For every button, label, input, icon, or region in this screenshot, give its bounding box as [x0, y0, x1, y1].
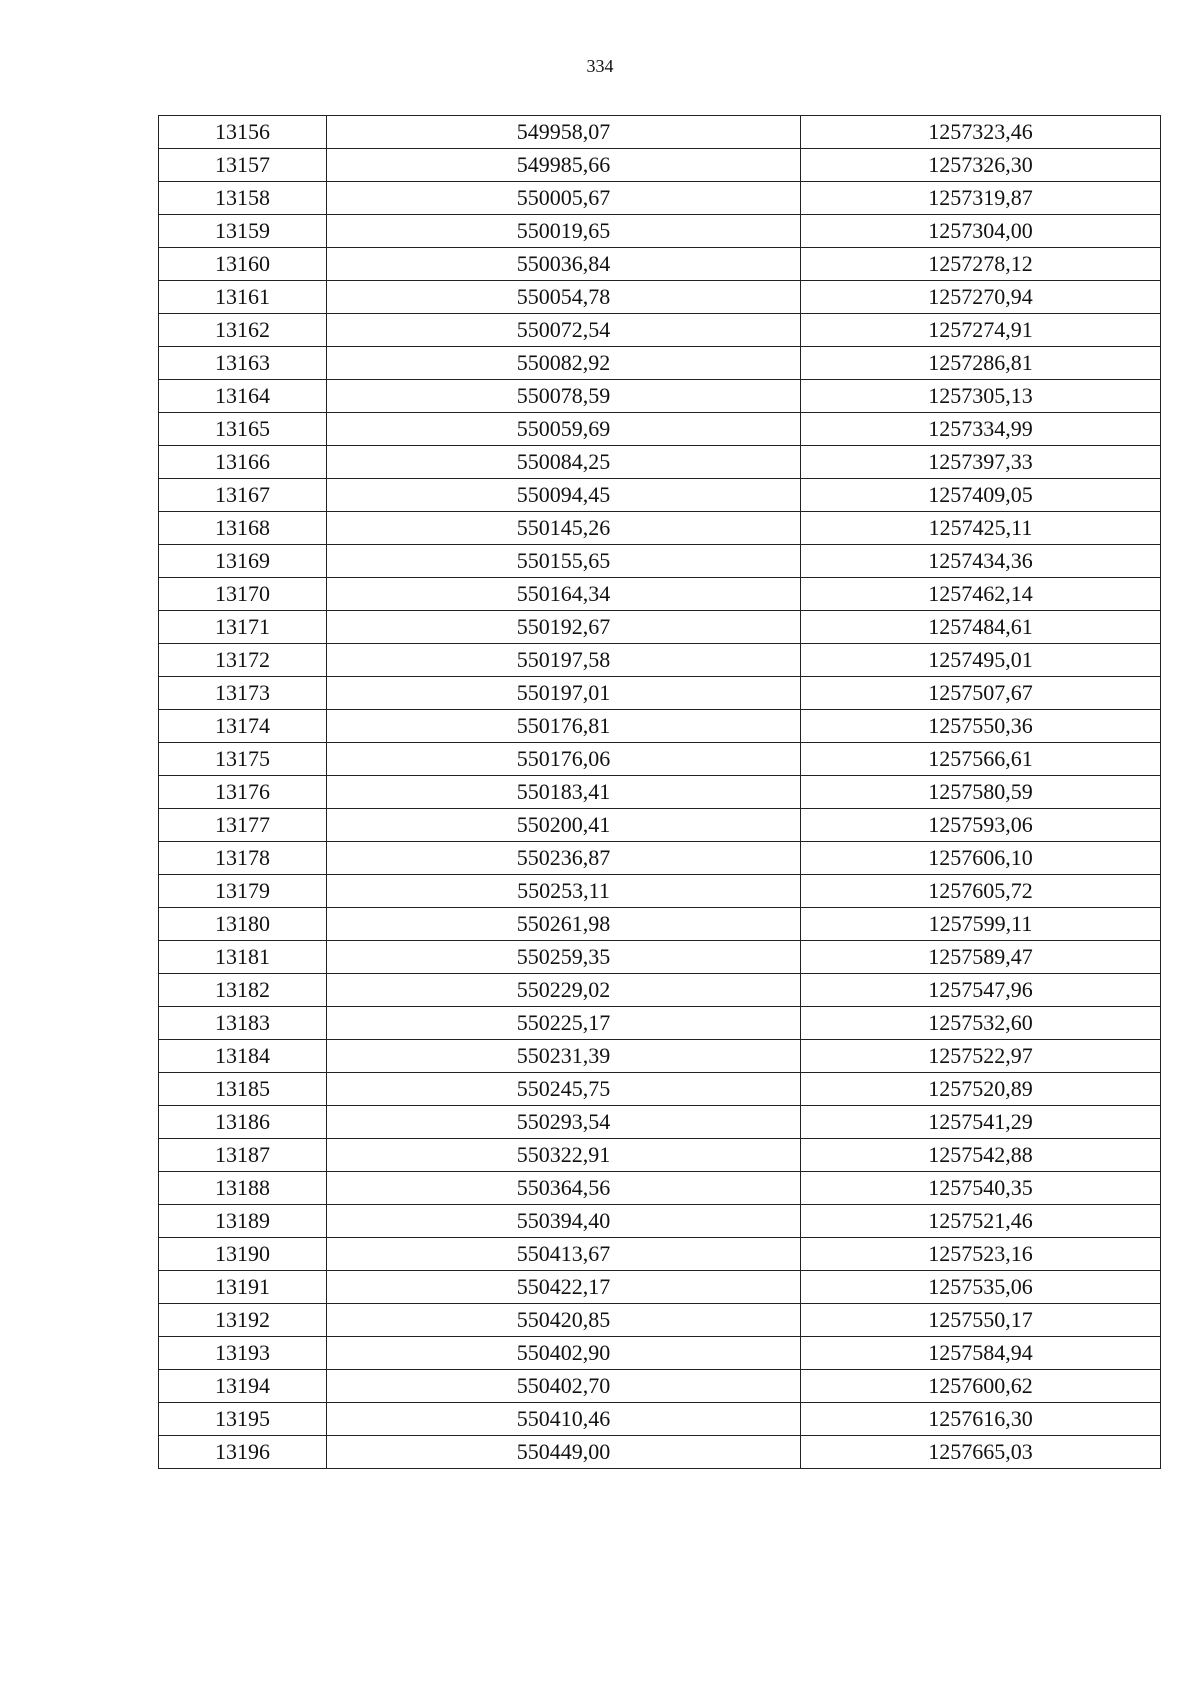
- y-coordinate-cell: 1257550,36: [801, 710, 1161, 743]
- point-number-cell: 13163: [159, 347, 327, 380]
- y-coordinate-cell: 1257274,91: [801, 314, 1161, 347]
- y-coordinate-cell: 1257304,00: [801, 215, 1161, 248]
- y-coordinate-cell: 1257484,61: [801, 611, 1161, 644]
- y-coordinate-cell: 1257566,61: [801, 743, 1161, 776]
- x-coordinate-cell: 550402,70: [327, 1370, 801, 1403]
- point-number-cell: 13189: [159, 1205, 327, 1238]
- y-coordinate-cell: 1257507,67: [801, 677, 1161, 710]
- x-coordinate-cell: 550084,25: [327, 446, 801, 479]
- y-coordinate-cell: 1257542,88: [801, 1139, 1161, 1172]
- x-coordinate-cell: 550176,06: [327, 743, 801, 776]
- y-coordinate-cell: 1257323,46: [801, 116, 1161, 149]
- point-number-cell: 13172: [159, 644, 327, 677]
- table-row: [159, 1403, 1161, 1436]
- x-coordinate-cell: 550259,35: [327, 941, 801, 974]
- table-row: [159, 347, 1161, 380]
- y-coordinate-cell: 1257397,33: [801, 446, 1161, 479]
- table-row: [159, 1106, 1161, 1139]
- x-coordinate-cell: 550229,02: [327, 974, 801, 1007]
- table-row: [159, 182, 1161, 215]
- point-number-cell: 13179: [159, 875, 327, 908]
- point-number-cell: 13168: [159, 512, 327, 545]
- table-row: [159, 578, 1161, 611]
- y-coordinate-cell: 1257589,47: [801, 941, 1161, 974]
- point-number-cell: 13173: [159, 677, 327, 710]
- y-coordinate-cell: 1257462,14: [801, 578, 1161, 611]
- x-coordinate-cell: 549958,07: [327, 116, 801, 149]
- table-row: [159, 1040, 1161, 1073]
- y-coordinate-cell: 1257270,94: [801, 281, 1161, 314]
- table-row: [159, 1073, 1161, 1106]
- x-coordinate-cell: 550054,78: [327, 281, 801, 314]
- y-coordinate-cell: 1257541,29: [801, 1106, 1161, 1139]
- y-coordinate-cell: 1257326,30: [801, 149, 1161, 182]
- x-coordinate-cell: 550078,59: [327, 380, 801, 413]
- point-number-cell: 13158: [159, 182, 327, 215]
- x-coordinate-cell: 550005,67: [327, 182, 801, 215]
- table-row: [159, 941, 1161, 974]
- x-coordinate-cell: 550402,90: [327, 1337, 801, 1370]
- point-number-cell: 13157: [159, 149, 327, 182]
- point-number-cell: 13196: [159, 1436, 327, 1469]
- point-number-cell: 13175: [159, 743, 327, 776]
- y-coordinate-cell: 1257535,06: [801, 1271, 1161, 1304]
- table-row: [159, 1172, 1161, 1205]
- table-row: [159, 1238, 1161, 1271]
- table-row: [159, 1139, 1161, 1172]
- y-coordinate-cell: 1257580,59: [801, 776, 1161, 809]
- y-coordinate-cell: 1257434,36: [801, 545, 1161, 578]
- table-row: [159, 743, 1161, 776]
- x-coordinate-cell: 550225,17: [327, 1007, 801, 1040]
- y-coordinate-cell: 1257593,06: [801, 809, 1161, 842]
- table-row: [159, 1205, 1161, 1238]
- y-coordinate-cell: 1257665,03: [801, 1436, 1161, 1469]
- page-number: 334: [586, 56, 614, 76]
- x-coordinate-cell: 550245,75: [327, 1073, 801, 1106]
- x-coordinate-cell: 550183,41: [327, 776, 801, 809]
- x-coordinate-cell: 550094,45: [327, 479, 801, 512]
- coordinates-table: [158, 115, 1161, 1469]
- y-coordinate-cell: 1257599,11: [801, 908, 1161, 941]
- point-number-cell: 13156: [159, 116, 327, 149]
- x-coordinate-cell: 549985,66: [327, 149, 801, 182]
- table-row: [159, 710, 1161, 743]
- point-number-cell: 13193: [159, 1337, 327, 1370]
- point-number-cell: 13180: [159, 908, 327, 941]
- point-number-cell: 13181: [159, 941, 327, 974]
- point-number-cell: 13195: [159, 1403, 327, 1436]
- y-coordinate-cell: 1257521,46: [801, 1205, 1161, 1238]
- table-row: [159, 446, 1161, 479]
- point-number-cell: 13188: [159, 1172, 327, 1205]
- table-row: [159, 413, 1161, 446]
- table-row: [159, 1007, 1161, 1040]
- y-coordinate-cell: 1257550,17: [801, 1304, 1161, 1337]
- table-row: [159, 974, 1161, 1007]
- point-number-cell: 13164: [159, 380, 327, 413]
- table-row: [159, 1271, 1161, 1304]
- table-row: [159, 842, 1161, 875]
- table-row: [159, 1337, 1161, 1370]
- point-number-cell: 13192: [159, 1304, 327, 1337]
- point-number-cell: 13186: [159, 1106, 327, 1139]
- x-coordinate-cell: 550082,92: [327, 347, 801, 380]
- x-coordinate-cell: 550176,81: [327, 710, 801, 743]
- x-coordinate-cell: 550072,54: [327, 314, 801, 347]
- point-number-cell: 13194: [159, 1370, 327, 1403]
- y-coordinate-cell: 1257532,60: [801, 1007, 1161, 1040]
- table-row: [159, 479, 1161, 512]
- point-number-cell: 13190: [159, 1238, 327, 1271]
- point-number-cell: 13169: [159, 545, 327, 578]
- y-coordinate-cell: 1257605,72: [801, 875, 1161, 908]
- table-row: [159, 248, 1161, 281]
- x-coordinate-cell: 550422,17: [327, 1271, 801, 1304]
- y-coordinate-cell: 1257409,05: [801, 479, 1161, 512]
- table-row: [159, 215, 1161, 248]
- point-number-cell: 13160: [159, 248, 327, 281]
- point-number-cell: 13178: [159, 842, 327, 875]
- y-coordinate-cell: 1257606,10: [801, 842, 1161, 875]
- point-number-cell: 13185: [159, 1073, 327, 1106]
- x-coordinate-cell: 550197,01: [327, 677, 801, 710]
- x-coordinate-cell: 550449,00: [327, 1436, 801, 1469]
- y-coordinate-cell: 1257305,13: [801, 380, 1161, 413]
- point-number-cell: 13171: [159, 611, 327, 644]
- x-coordinate-cell: 550410,46: [327, 1403, 801, 1436]
- x-coordinate-cell: 550155,65: [327, 545, 801, 578]
- x-coordinate-cell: 550261,98: [327, 908, 801, 941]
- x-coordinate-cell: 550293,54: [327, 1106, 801, 1139]
- y-coordinate-cell: 1257286,81: [801, 347, 1161, 380]
- x-coordinate-cell: 550200,41: [327, 809, 801, 842]
- y-coordinate-cell: 1257540,35: [801, 1172, 1161, 1205]
- table-row: [159, 611, 1161, 644]
- x-coordinate-cell: 550164,34: [327, 578, 801, 611]
- y-coordinate-cell: 1257334,99: [801, 413, 1161, 446]
- table-row: [159, 1436, 1161, 1469]
- point-number-cell: 13162: [159, 314, 327, 347]
- y-coordinate-cell: 1257523,16: [801, 1238, 1161, 1271]
- x-coordinate-cell: 550413,67: [327, 1238, 801, 1271]
- x-coordinate-cell: 550036,84: [327, 248, 801, 281]
- x-coordinate-cell: 550364,56: [327, 1172, 801, 1205]
- y-coordinate-cell: 1257584,94: [801, 1337, 1161, 1370]
- table-row: [159, 875, 1161, 908]
- table-row: [159, 512, 1161, 545]
- table-row: [159, 545, 1161, 578]
- x-coordinate-cell: 550253,11: [327, 875, 801, 908]
- x-coordinate-cell: 550322,91: [327, 1139, 801, 1172]
- point-number-cell: 13184: [159, 1040, 327, 1073]
- table-row: [159, 314, 1161, 347]
- x-coordinate-cell: 550236,87: [327, 842, 801, 875]
- y-coordinate-cell: 1257600,62: [801, 1370, 1161, 1403]
- table-row: [159, 1304, 1161, 1337]
- table-row: [159, 149, 1161, 182]
- table-row: [159, 908, 1161, 941]
- y-coordinate-cell: 1257616,30: [801, 1403, 1161, 1436]
- table-row: [159, 1370, 1161, 1403]
- point-number-cell: 13176: [159, 776, 327, 809]
- y-coordinate-cell: 1257495,01: [801, 644, 1161, 677]
- y-coordinate-cell: 1257425,11: [801, 512, 1161, 545]
- x-coordinate-cell: 550145,26: [327, 512, 801, 545]
- x-coordinate-cell: 550192,67: [327, 611, 801, 644]
- point-number-cell: 13165: [159, 413, 327, 446]
- x-coordinate-cell: 550019,65: [327, 215, 801, 248]
- table-row: [159, 677, 1161, 710]
- table-row: [159, 776, 1161, 809]
- point-number-cell: 13161: [159, 281, 327, 314]
- point-number-cell: 13187: [159, 1139, 327, 1172]
- point-number-cell: 13183: [159, 1007, 327, 1040]
- table-row: [159, 644, 1161, 677]
- y-coordinate-cell: 1257547,96: [801, 974, 1161, 1007]
- table-row: [159, 116, 1161, 149]
- x-coordinate-cell: 550197,58: [327, 644, 801, 677]
- x-coordinate-cell: 550420,85: [327, 1304, 801, 1337]
- point-number-cell: 13191: [159, 1271, 327, 1304]
- point-number-cell: 13182: [159, 974, 327, 1007]
- point-number-cell: 13167: [159, 479, 327, 512]
- y-coordinate-cell: 1257520,89: [801, 1073, 1161, 1106]
- y-coordinate-cell: 1257278,12: [801, 248, 1161, 281]
- x-coordinate-cell: 550394,40: [327, 1205, 801, 1238]
- point-number-cell: 13166: [159, 446, 327, 479]
- x-coordinate-cell: 550059,69: [327, 413, 801, 446]
- point-number-cell: 13170: [159, 578, 327, 611]
- point-number-cell: 13159: [159, 215, 327, 248]
- y-coordinate-cell: 1257522,97: [801, 1040, 1161, 1073]
- x-coordinate-cell: 550231,39: [327, 1040, 801, 1073]
- y-coordinate-cell: 1257319,87: [801, 182, 1161, 215]
- point-number-cell: 13177: [159, 809, 327, 842]
- table-row: [159, 281, 1161, 314]
- point-number-cell: 13174: [159, 710, 327, 743]
- coordinates-table-body: [159, 116, 1161, 1469]
- table-row: [159, 380, 1161, 413]
- table-row: [159, 809, 1161, 842]
